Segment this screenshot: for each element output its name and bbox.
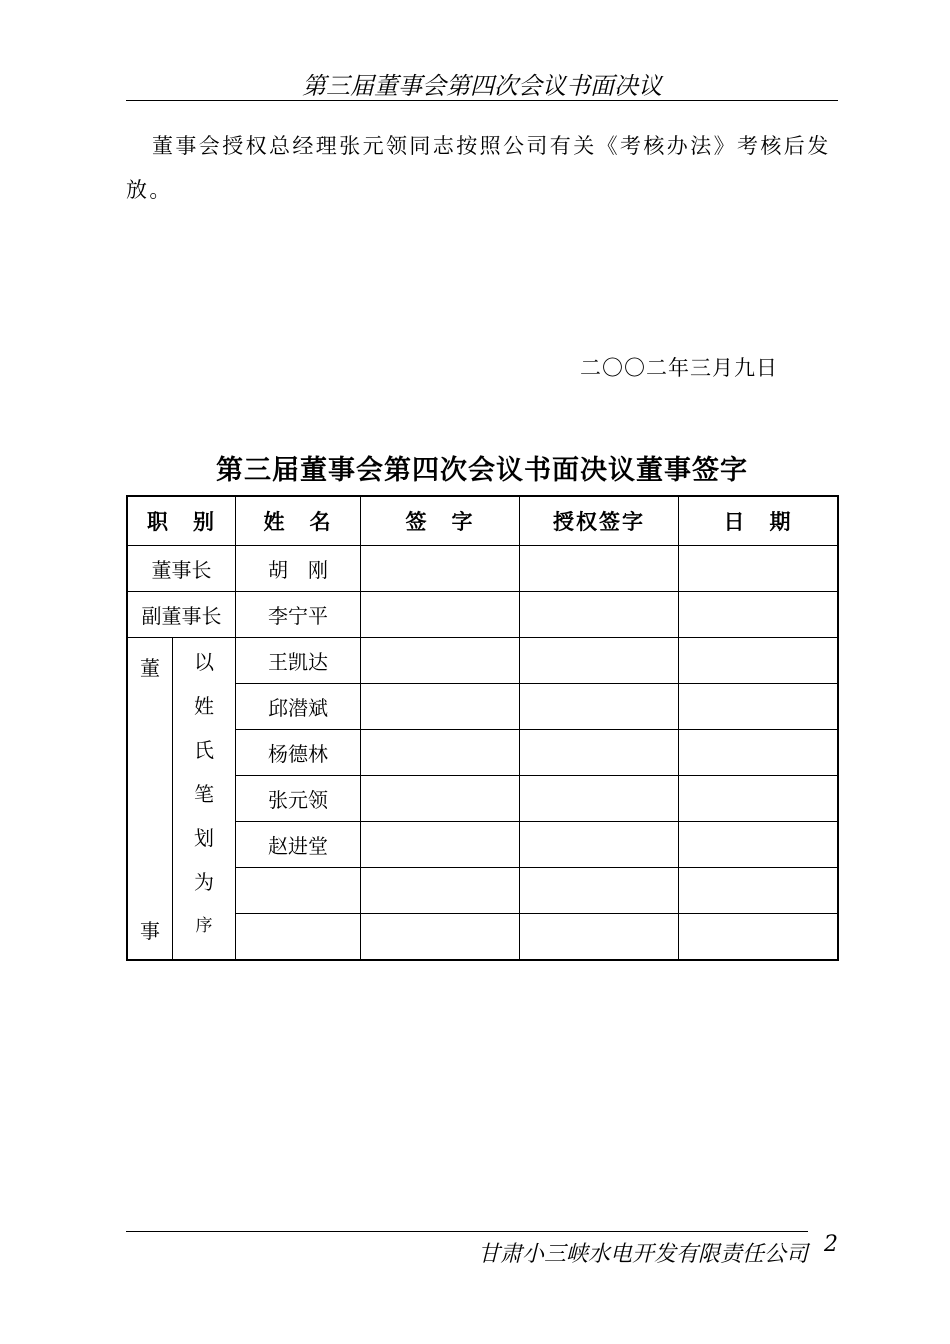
position-cell: 副董事长 xyxy=(127,592,236,638)
name-cell xyxy=(236,914,361,961)
date-cell xyxy=(679,868,839,914)
order-note-char: 氏 xyxy=(194,738,214,762)
order-note-char: 序 xyxy=(195,916,213,936)
date-cell xyxy=(679,914,839,961)
footer-rule xyxy=(126,1231,808,1232)
header-authorized-signature: 授权签字 xyxy=(520,496,679,546)
header-title: 第三届董事会第四次会议书面决议 xyxy=(302,72,662,100)
authorized-signature-cell xyxy=(520,868,679,914)
signature-cell xyxy=(361,684,520,730)
authorized-signature-cell xyxy=(520,776,679,822)
body-paragraph: 董事会授权总经理张元领同志按照公司有关《考核办法》考核后发放。 xyxy=(126,134,831,202)
signature-table xyxy=(126,495,839,961)
footer-company: 甘肃小三峡水电开发有限责任公司 xyxy=(477,1242,808,1267)
authorized-signature-cell xyxy=(520,638,679,684)
signature-cell xyxy=(361,730,520,776)
signature-cell xyxy=(361,868,520,914)
signature-cell xyxy=(361,822,520,868)
authorized-signature-cell xyxy=(520,730,679,776)
order-note-char: 姓 xyxy=(194,694,214,718)
header-rule xyxy=(126,100,838,101)
director-label-bottom: 事 xyxy=(140,919,160,943)
date-cell xyxy=(679,684,839,730)
order-note xyxy=(173,638,235,948)
name-cell xyxy=(236,868,361,914)
signature-cell xyxy=(361,638,520,684)
authorized-signature-cell xyxy=(520,546,679,592)
name-cell: 邱潜斌 xyxy=(236,684,361,730)
order-note-char: 笔 xyxy=(194,782,214,806)
signature-cell xyxy=(361,546,520,592)
date-cell xyxy=(679,730,839,776)
name-cell: 王凯达 xyxy=(236,638,361,684)
date-cell xyxy=(679,776,839,822)
signature-cell xyxy=(361,592,520,638)
name-cell: 杨德林 xyxy=(236,730,361,776)
header-signature: 签 字 xyxy=(361,496,520,546)
date-cell xyxy=(679,638,839,684)
signature-cell xyxy=(361,776,520,822)
table-row xyxy=(127,546,838,592)
resolution-date: 二〇〇二年三月九日 xyxy=(580,356,778,380)
director-label-cell xyxy=(127,638,173,961)
signature-cell xyxy=(361,914,520,961)
order-note-char: 为 xyxy=(194,870,214,894)
date-cell xyxy=(679,546,839,592)
order-note-cell xyxy=(173,638,236,961)
name-cell: 胡 刚 xyxy=(236,546,361,592)
table-row xyxy=(127,592,838,638)
director-label-top: 董 xyxy=(140,656,160,680)
authorized-signature-cell xyxy=(520,914,679,961)
table-header-row xyxy=(127,496,838,546)
name-cell: 张元领 xyxy=(236,776,361,822)
order-note-char: 以 xyxy=(194,650,214,674)
table-row xyxy=(127,638,838,684)
position-cell: 董事长 xyxy=(127,546,236,592)
page-number: 2 xyxy=(824,1232,838,1257)
order-note-char: 划 xyxy=(194,826,214,850)
authorized-signature-cell xyxy=(520,684,679,730)
table-title: 第三届董事会第四次会议书面决议董事签字 xyxy=(216,455,748,486)
name-cell: 赵进堂 xyxy=(236,822,361,868)
authorized-signature-cell xyxy=(520,592,679,638)
name-cell: 李宁平 xyxy=(236,592,361,638)
date-cell xyxy=(679,592,839,638)
header-date: 日 期 xyxy=(679,496,839,546)
authorized-signature-cell xyxy=(520,822,679,868)
header-position: 职 别 xyxy=(127,496,236,546)
date-cell xyxy=(679,822,839,868)
header-name: 姓 名 xyxy=(236,496,361,546)
